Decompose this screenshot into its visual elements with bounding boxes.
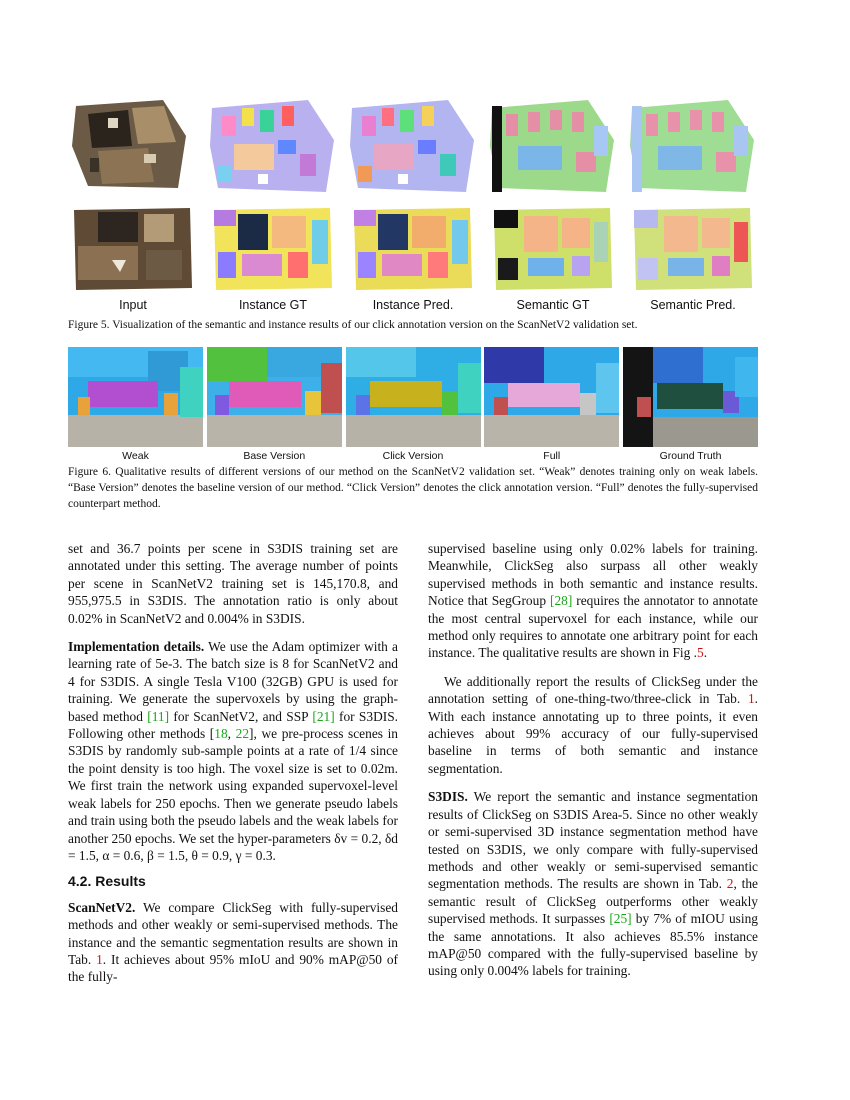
figure-5-label: Semantic Pred. xyxy=(650,298,736,312)
figure-reference-link[interactable]: 5 xyxy=(697,645,704,661)
figure-5-row-2 xyxy=(68,202,758,294)
figure-5-caption: Figure 5. Visualization of the semantic and instance results of our click annotation version on the ScanNetV2 validation set. xyxy=(68,319,638,331)
click-version-result-image xyxy=(346,347,481,447)
text-run: supervised baseline using only 0.02% labels for training. Meanwhile, ClickSeg also surpass all other weakly supervised methods in both semantic and instance results. Notice that SegGroup xyxy=(428,541,758,609)
semantic-pred-image-2 xyxy=(628,202,758,294)
weak-result-image xyxy=(68,347,203,447)
text-run: We report the semantic and instance segmentation results of ClickSeg on S3DIS Area-5. Since no other weakly or semi-supervised 3D instance segmentation method have tested on S3DIS, we only compare with fully-supervised methods and other weakly or semi-supervised semantic segmentation methods. The results are shown in Tab. xyxy=(428,789,758,892)
section-heading-results: 4.2. Results xyxy=(68,873,146,890)
table-reference-link[interactable]: 2 xyxy=(726,876,734,892)
base-version-result-image xyxy=(207,347,342,447)
text-run: We compare ClickSeg with fully-supervised methods and other weakly or semi-supervised methods. The instance and the semantic segmentation results are shown in Tab. xyxy=(68,899,398,967)
figure-5-label: Instance Pred. xyxy=(372,298,454,312)
semantic-pred-image-1 xyxy=(628,96,758,194)
scannetv2-heading: ScanNetV2. xyxy=(68,899,136,915)
text-run: . xyxy=(703,645,708,661)
s3dis-heading: S3DIS. xyxy=(428,789,468,805)
figure-6 xyxy=(68,347,758,462)
figure-6-label: Ground Truth xyxy=(659,450,722,462)
ground-truth-image xyxy=(623,347,758,447)
figure-5-row-1 xyxy=(68,96,758,194)
paragraph-annotation-ratio: set and 36.7 points per scene in S3DIS training set are annotated under this setting. The average number of points per scene in ScanNetV2 training set is 145,170.8, and 955,975.5 in S3DIS. The annotation ratio is only about 0.02% in ScanNetV2 and 0.004% in S3DIS. xyxy=(68,541,398,626)
figure-5-label: Semantic GT xyxy=(516,298,590,312)
semantic-gt-image-1 xyxy=(488,96,618,194)
paragraph-scannetv2-cont xyxy=(428,540,758,662)
instance-gt-image-1 xyxy=(208,96,338,194)
implementation-details-heading: Implementation details. xyxy=(68,639,205,655)
figure-6-label: Full xyxy=(543,450,561,462)
figure-6-strip xyxy=(68,347,758,447)
citation-link[interactable]: [11] xyxy=(147,708,170,724)
text-run: ], we pre-process scenes in S3DIS by randomly sub-sample points at a rate of 1/4 since the point density is too high. The voxel size is set to 0.02m. We first train the network using expanded supervoxel-level weak labels for 250 epochs. Then we generate pseudo labels and train using both the pseudo labels and the weak labels for another 250 epochs. We set the hyper-parameters δv = 0.2, δd = 1.5, α = 0.6, β = 1.5, θ = 0.9, γ = 0.3. xyxy=(68,726,399,863)
figure-6-label: Click Version xyxy=(382,450,444,462)
text-run: We additionally report the results of ClickSeg under the annotation setting of one-thing-two/three-click in Tab. xyxy=(428,673,758,707)
table-reference-link[interactable]: 1 xyxy=(96,951,103,967)
text-run: for ScanNetV2, and SSP xyxy=(169,708,313,724)
paragraph-implementation-details xyxy=(68,638,398,864)
figure-6-label: Weak xyxy=(122,450,149,462)
input-image-2 xyxy=(68,202,198,294)
figure-5-label: Input xyxy=(119,298,147,312)
figure-6-labels xyxy=(68,450,758,462)
citation-link[interactable]: 18 xyxy=(214,726,228,742)
paragraph-click-setting xyxy=(428,673,758,777)
full-result-image xyxy=(484,347,619,447)
figure-5 xyxy=(68,96,758,312)
input-image-1 xyxy=(68,96,198,194)
text-run: , xyxy=(227,726,236,742)
right-column xyxy=(428,540,758,980)
text-run: . It achieves about 95% mIoU and 90% mAP@50 of the fully- xyxy=(68,951,398,985)
instance-gt-image-2 xyxy=(208,202,338,294)
instance-pred-image-1 xyxy=(348,96,478,194)
instance-pred-image-2 xyxy=(348,202,478,294)
text-run: We use the Adam optimizer with a learning rate of 5e-3. The batch size is 8 for ScanNetV2 and 4 for S3DIS. A single Tesla V100 (32GB) GPU is used for training. We generate the supervoxels by using the graph-based method xyxy=(68,639,399,724)
citation-link[interactable]: [25] xyxy=(609,911,632,927)
figure-5-labels xyxy=(68,298,758,312)
paragraph-scannetv2 xyxy=(68,899,398,986)
citation-link[interactable]: [28] xyxy=(550,593,573,609)
text-run: , the semantic result of ClickSeg outperforms other weakly supervised methods. It surpasses xyxy=(428,876,758,927)
text-run: for S3DIS. Following other methods [ xyxy=(68,708,398,742)
text-run: by 7% of mIOU using the same annotations. It also achieves 85.5% instance mAP@50 compared with the fully-supervised baseline by using only 0.004% labels for training. xyxy=(428,911,758,979)
paragraph-s3dis xyxy=(428,788,758,979)
figure-5-label: Instance GT xyxy=(238,298,308,312)
citation-link[interactable]: 22 xyxy=(235,726,250,742)
text-run: . With each instance annotating up to three points, it even achieves about 99% accuracy of our fully-supervised baseline in terms of both semantic and instance segmentation. xyxy=(428,691,758,776)
citation-link[interactable]: [21] xyxy=(312,708,335,724)
table-reference-link[interactable]: 1 xyxy=(747,691,755,707)
figure-6-caption: Figure 6. Qualitative results of different versions of our method on the ScanNetV2 validation set. “Weak” denotes training only on weak labels. “Base Version” denotes the baseline version of our method. “Click Version” denotes the click annotation version. “Full” denotes the fully-supervised counterpart method. xyxy=(68,466,758,510)
left-column xyxy=(68,540,398,986)
semantic-gt-image-2 xyxy=(488,202,618,294)
figure-6-label: Base Version xyxy=(243,450,306,462)
text-run: requires the annotator to annotate the most central supervoxel for each instance, while our method only requires to annotate one arbitrary point for each instance. The qualitative results are shown in Fig . xyxy=(428,593,758,661)
